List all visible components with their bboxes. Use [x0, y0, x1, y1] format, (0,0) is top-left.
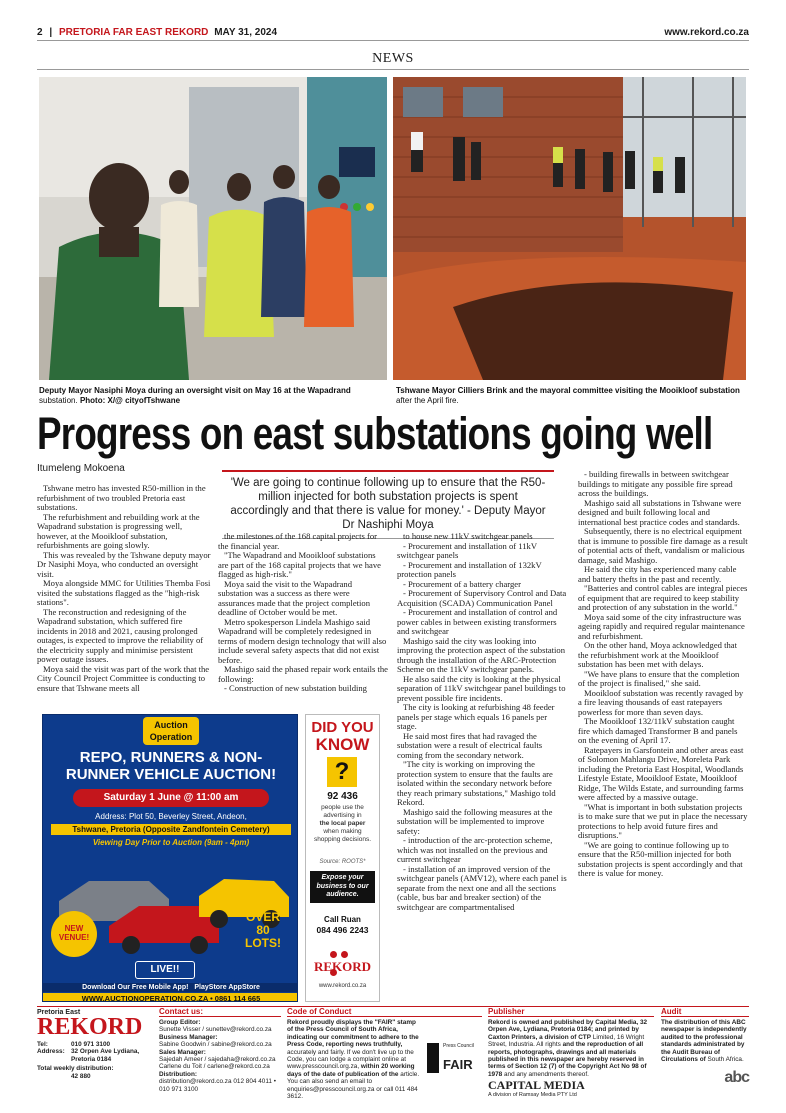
footer-contact-title: Contact us: [159, 1007, 281, 1017]
website-url[interactable]: www.rekord.co.za [664, 27, 749, 38]
col3-para: The city is looking at refurbishing 48 feeder panels per stage which equals 16 panels per stage. [397, 702, 555, 731]
col3-para: - installation of an improved version of the switchgear panels (AMV12), where each panel is separate from the next one and all the sections (cable, bus bar and breaker section) of the switchgear are compartmentalised [397, 863, 567, 912]
col1-para: The reconstruction and redesigning of the Wapadrand substation, which suffered fire incidents in 2018 and 2021, causing prolonged outages, is expected to improve the reliability of the electricity supply and minimise persistent power outage issues. [37, 606, 204, 664]
col2-para: Metro spokesperson Lindela Mashigo said Wapadrand will be completely redesigned in terms of modern design technology that will also include several safety aspects that did not exist before. [218, 616, 387, 665]
footer-brand-logo: REKORD [37, 1014, 143, 1040]
col2-para: - Construction of new substation building [224, 683, 367, 693]
live-badge [135, 961, 195, 979]
col3-para: He also said the city is looking at the physical separation of 11kV switchgear panel buildings to prevent possible fire incidents. [397, 673, 566, 703]
footer-audit [661, 1007, 749, 1089]
auction-date: Saturday 1 June @ 11:00 am [103, 792, 239, 803]
auction-logo-top: Auction [154, 720, 188, 730]
page-header-left [37, 27, 277, 38]
dyk-source: Source: ROOTS* [319, 859, 366, 865]
caption-right-rest: after the April fire. [396, 396, 459, 405]
publication-name: PRETORIA FAR EAST REKORD [58, 27, 209, 38]
caption-left-photo-credit: Photo: X/@ cityofTshwane [79, 396, 181, 405]
capital-media-logo: CAPITAL MEDIA [488, 1078, 585, 1093]
dyk-heading-1: DID YOU [311, 719, 374, 736]
contact-label: Business Manager: [159, 1033, 218, 1041]
col3-para: He said most fires that had ravaged the substation were a result of electrical faults coming from the secondary network. [397, 730, 543, 760]
col2-para: Moya said the visit to the Wapadrand substation was a success as there were assurances made that the project completion deadline of October would be met. [218, 578, 371, 617]
byline: Itumeleng Mokoena [37, 463, 125, 474]
contact-text[interactable]: Sajedah Ameer / sajedaha@rekord.co.za Carlene du Toit / carlene@rekord.co.za [159, 1056, 276, 1071]
lots-number: 80 [256, 923, 270, 937]
conduct-bold: Rekord proudly displays the "FAIR" stamp of the Press Council of South Africa, indicating our commitment to adhere to the Press Code, reporting news truthfully, [287, 1019, 419, 1049]
col4-para: On the other hand, Moya acknowledged that the refurbishment work at the Mooikloof substation has been met with delays. [578, 640, 737, 669]
contact-label: Sales Manager: [159, 1048, 206, 1056]
contact-label: Group Editor: [159, 1019, 201, 1026]
instagram-icon[interactable] [341, 951, 348, 958]
footer [37, 1006, 749, 1101]
did-you-know-advert[interactable] [305, 714, 380, 1002]
app-download-text: Download Our Free Mobile App! [82, 984, 189, 991]
footer-audit-title: Audit [661, 1007, 749, 1017]
auction-logo-bottom: Operation [149, 732, 193, 742]
dyk-body [310, 804, 375, 844]
col3-para: - Procurement and installation of 11kV switchgear panels [397, 540, 537, 560]
dyk-call: Call Ruan [324, 915, 361, 924]
footer-address: 32 Orpen Ave Lydiana, Pretoria 0184 [71, 1048, 140, 1063]
col3-para: to house new 11kV switchgear panels [403, 532, 533, 541]
headline: Progress on east substations going well [37, 408, 713, 459]
header-rule [37, 40, 749, 41]
footer-tel-row [37, 1041, 155, 1048]
conduct-bold-2: within 20 working days of the date of publication of the [287, 1063, 415, 1078]
col1-para: Moya said the visit was part of the work that the City Council Project Committee is conducting to ensure that Tshwane meets all [37, 663, 210, 693]
caption-left-rest: substation. [39, 396, 78, 405]
footer-publisher [488, 1007, 654, 1099]
footer-distribution-label: Total weekly distribution: [37, 1065, 114, 1073]
dyk-brand: REKORD [313, 959, 372, 974]
capital-media-sub: A division of Ramsay Media PTY Ltd [488, 1092, 577, 1099]
col4-para: He said the city has experienced many cable and battery thefts in the past and recently. [578, 564, 737, 584]
dyk-heading-2: KNOW [315, 735, 370, 754]
footer-address-row [37, 1048, 155, 1063]
footer-contact [159, 1007, 281, 1093]
dyk-body-3: when making shopping decisions. [313, 828, 372, 843]
publisher-text: Limited, 16 Wright Street, Industria. All rights [488, 1033, 645, 1049]
dyk-social-icons [330, 945, 356, 953]
col3-para: Mashigo said the city was looking into improving the protection aspect of the substation through the installation of the ARC-Protection Scheme on the 11kV switchgear panels. [397, 635, 566, 674]
photo-wapadrand [39, 77, 387, 380]
footer-code-of-conduct [287, 1007, 482, 1101]
article-column-1 [37, 484, 213, 706]
col3-para: - introduction of the arc-protection scheme, which was not installed on the previous and current switchgear [397, 835, 553, 864]
footer-distribution: 42 880 [71, 1072, 91, 1080]
auction-date-banner [73, 789, 269, 807]
col3-para: Mashigo said the following measures at the substation will be implemented to improve safety: [397, 806, 553, 836]
dyk-expose-banner: Expose your business to our audience. [310, 871, 375, 903]
col4-para: Mashigo said all substations in Tshwane were designed and built following local and international best practice codes and standards. [578, 497, 742, 527]
col3-para: - Procurement of Supervisory Control and Data Acquisition (SCADA) Communication Panel [397, 588, 567, 608]
app-stores[interactable]: PlayStore AppStore [194, 984, 260, 991]
abc-logo: abc [724, 1069, 749, 1086]
auction-title: REPO, RUNNERS & NON-RUNNER VEHICLE AUCTION! [65, 749, 277, 783]
audit-bold: The distribution of this ABC newspaper is independently audited to the professional standards administrated by the Audit Bureau of Circulations of [661, 1019, 747, 1064]
auction-viewing: Viewing Day Prior to Auction (9am - 4pm) [92, 838, 250, 847]
facebook-icon[interactable] [330, 951, 337, 958]
footer-tel[interactable]: 010 971 3100 [71, 1041, 111, 1048]
conduct-text-2: article. You can also send an email to enquiries@presscouncil.org.za or call 011 484 3612. [287, 1070, 420, 1101]
live-text: LIVE!! [150, 964, 180, 975]
header-separator: | [49, 27, 53, 38]
caption-right [396, 386, 746, 406]
auction-address-1: Address: Plot 50, Beverley Street, Andeon, [95, 812, 247, 821]
lots-over: OVER [245, 910, 280, 924]
auction-advert[interactable] [42, 714, 298, 1002]
new-venue-text: NEW VENUE! [58, 924, 90, 942]
caption-left-bold: Deputy Mayor Nasiphi Moya during an oversight visit on May 16 at the Wapadrand [39, 386, 351, 395]
dyk-phone[interactable]: 084 496 2243 [316, 925, 369, 935]
col3-para: - Procurement and installation of 132kV protection panels [397, 559, 542, 579]
pull-quote: 'We are going to continue following up to ensure that the R50-million injected for both substation projects is spent accordingly and that there is value for money.' - Deputy Mayor Dr Nashiphi Moya [222, 470, 554, 539]
col2-para: the milestones of the 168 capital projects for the financial year. [218, 532, 377, 551]
caption-left [39, 386, 387, 406]
contact-text[interactable]: Sabine Goodwin / sabine@rekord.co.za [159, 1041, 272, 1049]
col3-para: - Procurement of a battery charger [403, 578, 521, 589]
fair-stamp-icon [427, 1043, 481, 1075]
dyk-url[interactable]: www.rekord.co.za [318, 983, 367, 989]
lots-label: LOTS! [245, 936, 281, 950]
article-column-2 [218, 532, 388, 706]
new-venue-badge [51, 911, 97, 957]
col1-para: The refurbishment and rebuilding work at the Wapadrand substation is progressing well, however, at the Mooikloof substation, refurbishments are going slowly. [37, 511, 200, 550]
col4-para: Subsequently, there is no electrical equipment that is immune to possible fire damage as a result of potential acts of theft, vandalism or malicious damage, said Mashigo. [578, 526, 748, 565]
contact-text[interactable]: Sunette Visser / sunettev@rekord.co.za [159, 1026, 272, 1034]
article-column-4 [578, 470, 748, 1004]
col4-para: "We have plans to ensure that the completion of the project is finalised," she said. [578, 668, 740, 688]
photo-mooikloof [393, 77, 746, 380]
audit-text: South Africa. [707, 1056, 744, 1064]
auction-web[interactable]: WWW.AUCTIONOPERATION.CO.ZA • 0861 114 665 [43, 993, 298, 1002]
contact-text[interactable]: distribution@rekord.co.za 012 804 4011 • 010 971 3100 [159, 1078, 276, 1093]
col4-para: "Batteries and control cables are integral pieces of equipment that are required to keep stability and protection of any substation in the world." [578, 583, 748, 612]
dyk-body-1: people use the advertising in [321, 804, 364, 819]
footer-tel-label: Tel: [37, 1041, 48, 1048]
col3-para: "The city is working on improving the protection system to ensure that the faults are isolated within the secondary network before they reach primary substations," Mashigo told Rekord. [397, 759, 556, 807]
fair-small: Press Council [443, 1043, 474, 1049]
col4-para: Moya said some of the city infrastructure was ageing rapidly and required regular maintenance and refurbishment. [578, 611, 745, 641]
dyk-question-mark-icon [327, 757, 357, 787]
caption-right-bold: Tshwane Mayor Cilliers Brink and the mayoral committee visiting the Mooikloof substation [396, 386, 740, 395]
dyk-number: 92 436 [327, 791, 358, 802]
col4-para: The Mooikloof 132/11kV substation caught fire which damaged Transformer B and panels on the evening of April 17. [578, 716, 738, 745]
article-column-3 [397, 532, 567, 1004]
footer-brand [37, 1007, 155, 1089]
section-title: NEWS [372, 51, 414, 66]
col4-para: Ratepayers in Garsfontein and other areas east of Solomon Mahlangu Drive, Moreleta Park including the Pretoria East Hospital, Woodlands Lifestyle Estate, Mooikloof Estate, Mooikloof Ridge, The Wilds Estate, and surrounding farms were affected by a massive outage. [578, 744, 744, 802]
dyk-body-2: the local paper [319, 820, 366, 827]
footer-conduct-title: Code of Conduct [287, 1007, 482, 1017]
col4-para: "What is important in both substation projects is to make sure that we put in place the necessary protections to help avoid future fires and disruptions." [578, 801, 748, 840]
col2-para: "The Wapadrand and Mooikloof substations are part of the 168 capital projects that we have flagged as high-risk." [218, 550, 381, 579]
auction-address-2: Tshwane, Pretoria (Opposite Zandfontein Cemetery) [51, 824, 291, 835]
col4-para: "We are going to continue following up to ensure that the R50-million injected for both substation projects is spent accordingly and that there is value for money. [578, 839, 743, 878]
issue-date: MAY 31, 2024 [214, 27, 278, 38]
footer-address-label: Address: [37, 1048, 65, 1056]
photo-wapadrand-graphic [39, 77, 387, 380]
contact-label: Distribution: [159, 1070, 197, 1078]
col2-para: Mashigo said the phased repair work entails the following: [218, 664, 388, 684]
auction-logo [143, 717, 199, 745]
publisher-bold-2: and the reproduction of all reports, photographs, drawings and all materials published in this newspaper are hereby reserved in terms of Section 12 (7) of the Copyright Act No 98 of 1978 [488, 1041, 647, 1078]
col1-para: This was revealed by the Tshwane deputy mayor Dr Nasiphi Moya, who conducted an oversight visit. [37, 549, 211, 579]
lots-badge [233, 911, 293, 950]
dyk-question-mark: ? [334, 758, 350, 785]
col4-para: Mooikloof substation was recently ravaged by a fire leaving thousands of east ratepayers powerless for more than seven days. [578, 687, 744, 717]
col3-para: - Procurement and installation of control and power cables in between existing transformers and switchgear [397, 607, 558, 636]
col4-para: - building firewalls in between switchgear buildings to mitigate any possible fire spread across the buildings. [578, 470, 733, 498]
fair-label: FAIR [443, 1057, 473, 1072]
footer-publisher-title: Publisher [488, 1007, 654, 1017]
col1-para: Tshwane metro has invested R50-million in the refurbishment of two troubled Pretoria east substations. [37, 484, 206, 512]
app-download-row[interactable] [43, 983, 298, 992]
conduct-text: accurately and fairly. If we don't live up to the Code, you can lodge a complaint online at www.presscouncil.org.za, [287, 1048, 414, 1071]
col1-para: Moya alongside MMC for Utilities Themba Fosi visited the substations flagged as the "high-risk stations". [37, 578, 211, 607]
publisher-bold: Rekord is owned and published by Capital Media, 32 Orpen Ave, Lydiana, Pretoria 0184; and printed by Caxton Printers, a division of CTP [488, 1019, 648, 1041]
page-number: 2 [37, 27, 43, 38]
section-rule [37, 69, 749, 70]
photo-mooikloof-graphic [393, 77, 746, 380]
footer-brand-small: Pretoria East [37, 1009, 81, 1016]
publisher-text-2: and any amendments thereof. [504, 1070, 589, 1078]
